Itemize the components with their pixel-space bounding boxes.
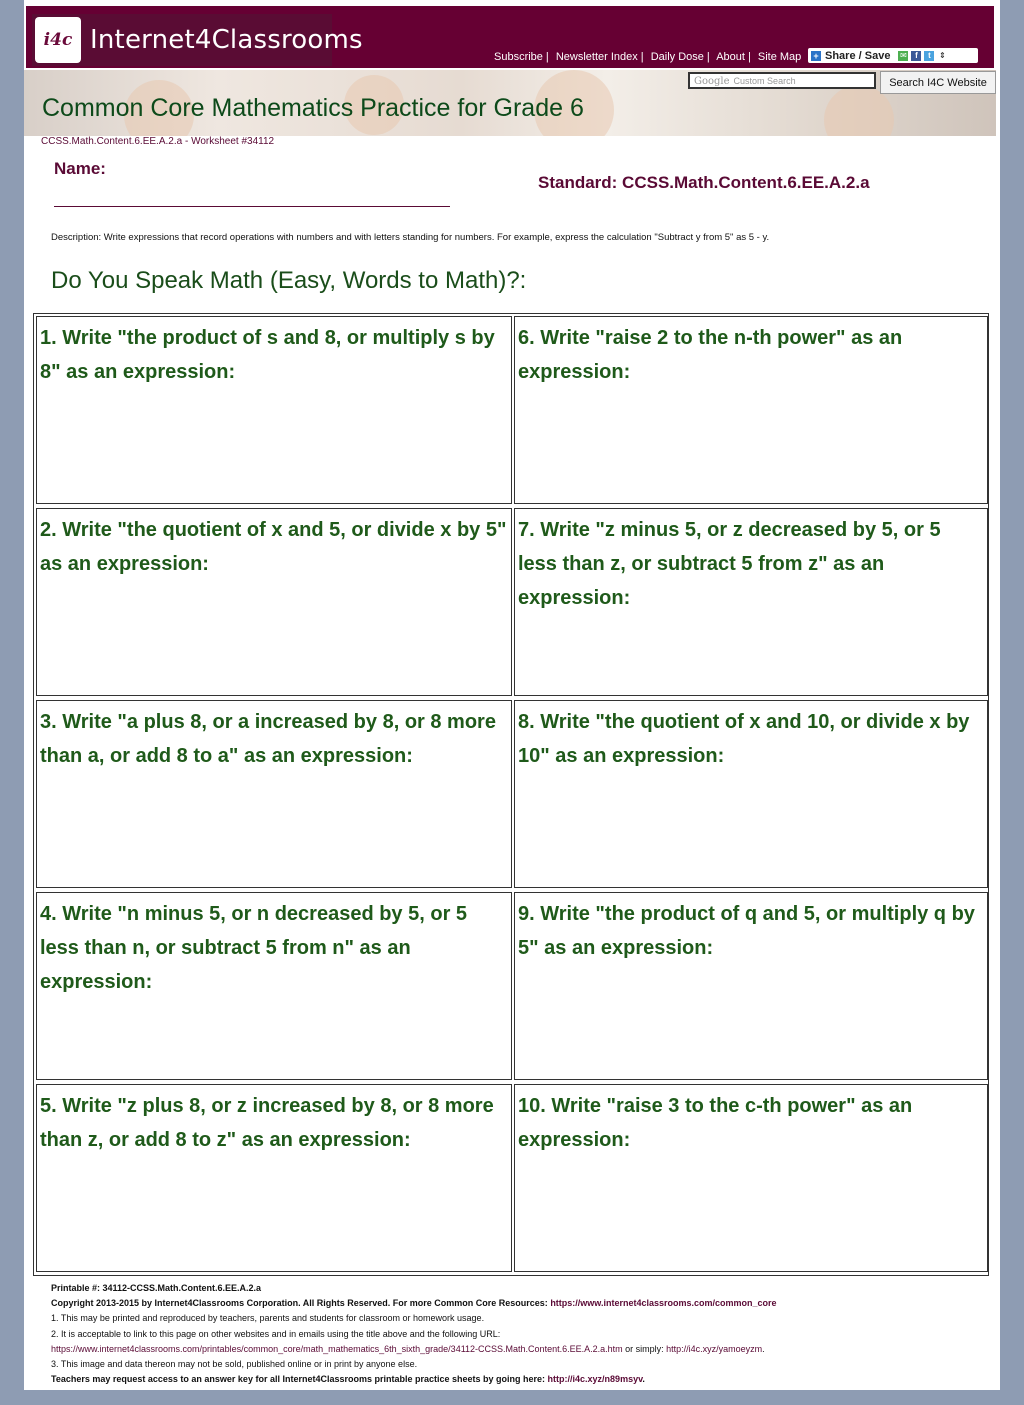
- more-share-arrows-icon[interactable]: ⇕: [939, 50, 946, 60]
- description: Description: Write expressions that record operations with numbers and with letters standing for numbers. For example, express the calculation "Subtract y from 5" as 5 - y.: [51, 232, 770, 243]
- page: [24, 0, 1000, 1390]
- banner: [24, 70, 996, 136]
- question-cell: 6. Write "raise 2 to the n-th power" as an expression:: [514, 316, 988, 504]
- question-cell: 9. Write "the product of q and 5, or multiply q by 5" as an expression:: [514, 892, 988, 1080]
- top-bar: [24, 4, 996, 70]
- common-core-link[interactable]: https://www.internet4classrooms.com/common_core: [550, 1298, 777, 1309]
- share-save-label: Share / Save: [825, 49, 891, 62]
- facebook-icon[interactable]: f: [911, 51, 921, 61]
- share-save-button[interactable]: [808, 48, 978, 63]
- share-plus-icon: +: [811, 51, 821, 61]
- nav-subscribe[interactable]: Subscribe: [494, 51, 543, 63]
- question-cell: 8. Write "the quotient of x and 10, or divide x by 10" as an expression:: [514, 700, 988, 888]
- nav-about[interactable]: About: [716, 51, 745, 63]
- search-button[interactable]: Search I4C Website: [880, 71, 996, 94]
- question-grid: [33, 313, 989, 1276]
- question-cell: 7. Write "z minus 5, or z decreased by 5, or 5 less than z, or subtract 5 from z" as an expression:: [514, 508, 988, 696]
- standard-label: Standard: CCSS.Math.Content.6.EE.A.2.a: [538, 173, 870, 192]
- short-url-link[interactable]: http://i4c.xyz/yamoeyzm: [666, 1343, 763, 1354]
- logo-badge-text: i4c: [43, 30, 73, 50]
- printable-number: Printable #: 34112-CCSS.Math.Content.6.EE.A.2.a: [51, 1283, 262, 1293]
- top-nav: Subscribe | Newsletter Index | Daily Dose | About | Site Map: [494, 51, 802, 63]
- question-cell: 10. Write "raise 3 to the c-th power" as an expression:: [514, 1084, 988, 1272]
- question-cell: 5. Write "z plus 8, or z increased by 8, or 8 more than z, or add 8 to z" as an expression:: [36, 1084, 512, 1272]
- site-logo[interactable]: [32, 14, 363, 66]
- logo-text: Internet4Classrooms: [90, 25, 363, 55]
- worksheet-title: Do You Speak Math (Easy, Words to Math)?:: [51, 267, 527, 294]
- google-logo: Google: [694, 76, 730, 87]
- nav-newsletter-index[interactable]: Newsletter Index: [555, 51, 638, 63]
- twitter-icon[interactable]: t: [924, 51, 934, 61]
- nav-daily-dose[interactable]: Daily Dose: [650, 51, 704, 63]
- logo-badge: [35, 17, 81, 63]
- question-cell: 2. Write "the quotient of x and 5, or divide x by 5" as an expression:: [36, 508, 512, 696]
- email-share-icon[interactable]: ✉: [900, 50, 907, 60]
- name-label: Name:: [54, 159, 106, 178]
- answer-key-note: Teachers may request access to an answer key for all Internet4Classrooms printable practice sheets by going here: http://i4c.xyz/n89msyv.: [51, 1374, 645, 1385]
- page-title: Common Core Mathematics Practice for Grade 6: [42, 94, 584, 122]
- worksheet-url-link[interactable]: https://www.internet4classrooms.com/printables/common_core/math_mathematics_6th_sixth_grade/34112-CCSS.Math.Content.6.EE.A.2.a.htm: [51, 1343, 623, 1354]
- answer-key-link[interactable]: http://i4c.xyz/n89msyv: [547, 1374, 643, 1385]
- question-cell: 4. Write "n minus 5, or n decreased by 5, or 5 less than n, or subtract 5 from n" as an expression:: [36, 892, 512, 1080]
- footer-note-1: 1. This may be printed and reproduced by teachers, parents and students for classroom or homework usage.: [51, 1313, 485, 1324]
- footer: [51, 1281, 777, 1387]
- breadcrumb: CCSS.Math.Content.6.EE.A.2.a - Worksheet #34112: [41, 136, 275, 147]
- copyright: Copyright 2013-2015 by Internet4Classrooms Corporation. All Rights Reserved. For more Common Core Resources: https://www.internet4classrooms.com/common_core: [51, 1298, 777, 1309]
- question-cell: 1. Write "the product of s and 8, or multiply s by 8" as an expression:: [36, 316, 512, 504]
- search-input[interactable]: [688, 72, 876, 89]
- footer-urls: https://www.internet4classrooms.com/printables/common_core/math_mathematics_6th_sixth_grade/34112-CCSS.Math.Content.6.EE.A.2.a.htm or simply: http://i4c.xyz/yamoeyzm.: [51, 1343, 765, 1354]
- nav-site-map[interactable]: Site Map: [757, 51, 802, 63]
- question-cell: 3. Write "a plus 8, or a increased by 8, or 8 more than a, or add 8 to a" as an expression:: [36, 700, 512, 888]
- name-underline: [54, 206, 450, 207]
- footer-note-3: 3. This image and data thereon may not be sold, published online or in print by anyone else.: [51, 1359, 418, 1370]
- search-placeholder: Custom Search: [733, 76, 796, 86]
- footer-note-2: 2. It is acceptable to link to this page on other websites and in emails using the title above and the following URL:: [51, 1328, 501, 1339]
